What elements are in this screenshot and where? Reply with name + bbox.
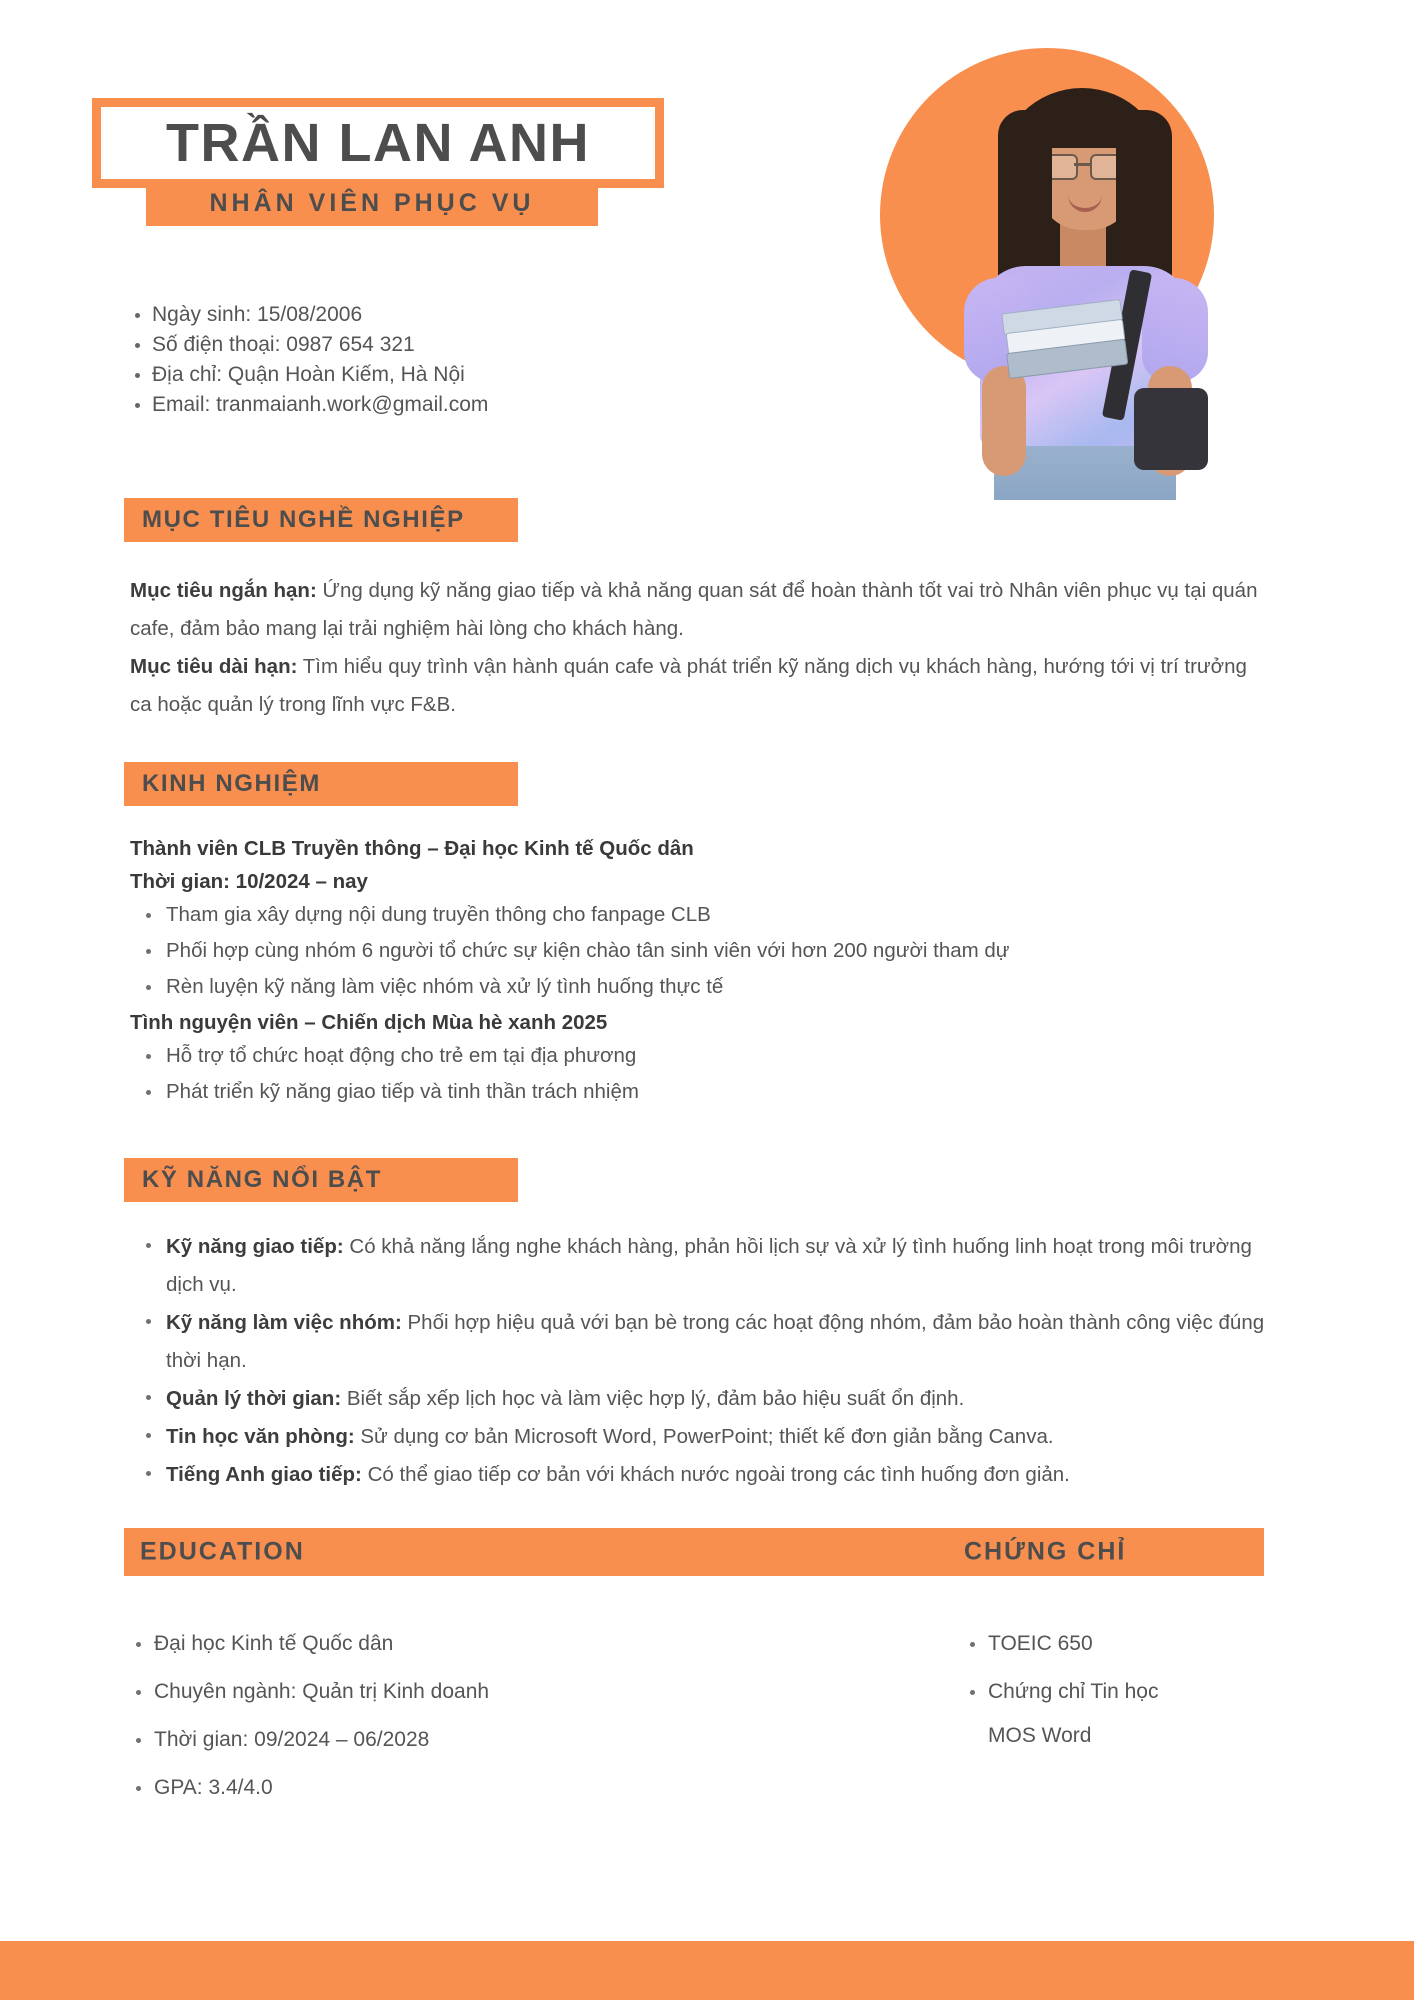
- list-item: Chứng chỉ Tin học: [988, 1668, 1364, 1716]
- section-heading-experience-label: KINH NGHIỆM: [142, 770, 321, 797]
- section-heading-experience: [124, 762, 518, 806]
- objective-long-text: Tìm hiểu quy trình vận hành quán cafe và phát triển kỹ năng dịch vụ khách hàng, hướng tới vị trí trưởng ca hoặc quản lý trong lĩnh vực F&B.: [130, 655, 1247, 716]
- skill-text: Phối hợp hiệu quả với bạn bè trong các hoạt động nhóm, đảm bảo hoàn thành công việc đúng thời hạn.: [166, 1311, 1265, 1372]
- skill-text: Có thể giao tiếp cơ bản với khách nước ngoài trong các tình huống đơn giản.: [361, 1463, 1070, 1486]
- contact-item-email: Email: tranmaianh.work@gmail.com: [152, 390, 750, 420]
- experience-bullets-1: [130, 898, 1270, 1004]
- section-heading-skills: [124, 1158, 518, 1202]
- section-heading-objective-label: MỤC TIÊU NGHỀ NGHIỆP: [142, 506, 465, 533]
- objective-short: [130, 572, 1270, 648]
- objective-short-text: Ứng dụng kỹ năng giao tiếp và khả năng quan sát để hoàn thành tốt vai trò Nhân viên phục vụ tại quán cafe, đảm bảo mang lại trải nghiệm hài lòng cho khách hàng.: [130, 579, 1258, 640]
- skill-text: Sử dụng cơ bản Microsoft Word, PowerPoint; thiết kế đơn giản bằng Canva.: [354, 1425, 1054, 1448]
- list-item: [166, 1228, 1270, 1304]
- experience-bullets-2: [130, 1039, 1270, 1109]
- objective-short-label: Mục tiêu ngắn hạn:: [130, 579, 317, 602]
- list-item: Tham gia xây dựng nội dung truyền thông cho fanpage CLB: [166, 898, 1270, 932]
- footer-section-bar: [124, 1528, 1264, 1576]
- experience-body: [130, 832, 1270, 1111]
- section-heading-objective: [124, 498, 518, 542]
- profile-photo: [920, 70, 1240, 500]
- certificate-continuation: MOS Word: [988, 1724, 1092, 1747]
- list-item: [166, 1456, 1270, 1494]
- photo-books: [1001, 299, 1129, 399]
- skill-text: Biết sắp xếp lịch học và làm việc hợp lý, đảm bảo hiệu suất ổn định.: [341, 1387, 965, 1410]
- contact-item-phone: Số điện thoại: 0987 654 321: [152, 330, 750, 360]
- certificates-list: [964, 1620, 1364, 1756]
- skill-label: Kỹ năng làm việc nhóm:: [166, 1311, 402, 1334]
- objective-long: [130, 648, 1270, 724]
- experience-role-2: Tình nguyện viên – Chiến dịch Mùa hè xanh 2025: [130, 1011, 608, 1034]
- skill-label: Tiếng Anh giao tiếp:: [166, 1463, 362, 1486]
- skill-label: Kỹ năng giao tiếp:: [166, 1235, 344, 1258]
- list-item: Đại học Kinh tế Quốc dân: [154, 1620, 690, 1668]
- list-item: GPA: 3.4/4.0: [154, 1764, 690, 1812]
- list-item: [166, 1380, 1270, 1418]
- list-item: Hỗ trợ tổ chức hoạt động cho trẻ em tại địa phương: [166, 1039, 1270, 1073]
- bottom-accent-band: [0, 1941, 1414, 2000]
- experience-role-1: Thành viên CLB Truyền thông – Đại học Kinh tế Quốc dân: [130, 837, 694, 860]
- name-box: [92, 98, 664, 188]
- list-item: Phát triển kỹ năng giao tiếp và tinh thần trách nhiệm: [166, 1075, 1270, 1109]
- skill-label: Tin học văn phòng:: [166, 1425, 355, 1448]
- education-list: [130, 1620, 690, 1812]
- photo-glasses-bridge: [1074, 163, 1090, 166]
- job-title-bar: [146, 181, 598, 226]
- objective-body: [130, 572, 1270, 724]
- job-title: NHÂN VIÊN PHỤC VỤ: [209, 189, 535, 217]
- experience-period-1: Thời gian: 10/2024 – nay: [130, 870, 368, 893]
- contact-list: [130, 300, 750, 420]
- section-heading-education-label: EDUCATION: [140, 1537, 305, 1566]
- contact-item-address: Địa chỉ: Quận Hoàn Kiếm, Hà Nội: [152, 360, 750, 390]
- list-item: Thời gian: 09/2024 – 06/2028: [154, 1716, 690, 1764]
- section-heading-skills-label: KỸ NĂNG NỔI BẬT: [142, 1166, 382, 1193]
- list-item: Chuyên ngành: Quản trị Kinh doanh: [154, 1668, 690, 1716]
- skills-list: [130, 1228, 1270, 1494]
- skill-label: Quản lý thời gian:: [166, 1387, 342, 1410]
- objective-long-label: Mục tiêu dài hạn:: [130, 655, 298, 678]
- list-item: TOEIC 650: [988, 1620, 1364, 1668]
- skills-body: [130, 1228, 1270, 1494]
- list-item: Phối hợp cùng nhóm 6 người tổ chức sự kiện chào tân sinh viên với hơn 200 người tham dự: [166, 934, 1270, 968]
- section-heading-certificates-label: CHỨNG CHỈ: [964, 1537, 1127, 1566]
- list-item: Rèn luyện kỹ năng làm việc nhóm và xử lý tình huống thực tế: [166, 970, 1270, 1004]
- list-item: [166, 1418, 1270, 1456]
- contact-item-dob: Ngày sinh: 15/08/2006: [152, 300, 750, 330]
- candidate-name: TRẦN LAN ANH: [166, 113, 590, 173]
- skill-text: Có khả năng lắng nghe khách hàng, phản hồi lịch sự và xử lý tình huống linh hoạt trong môi trường dịch vụ.: [166, 1235, 1252, 1296]
- list-item: [166, 1304, 1270, 1380]
- photo-bag: [1134, 388, 1208, 470]
